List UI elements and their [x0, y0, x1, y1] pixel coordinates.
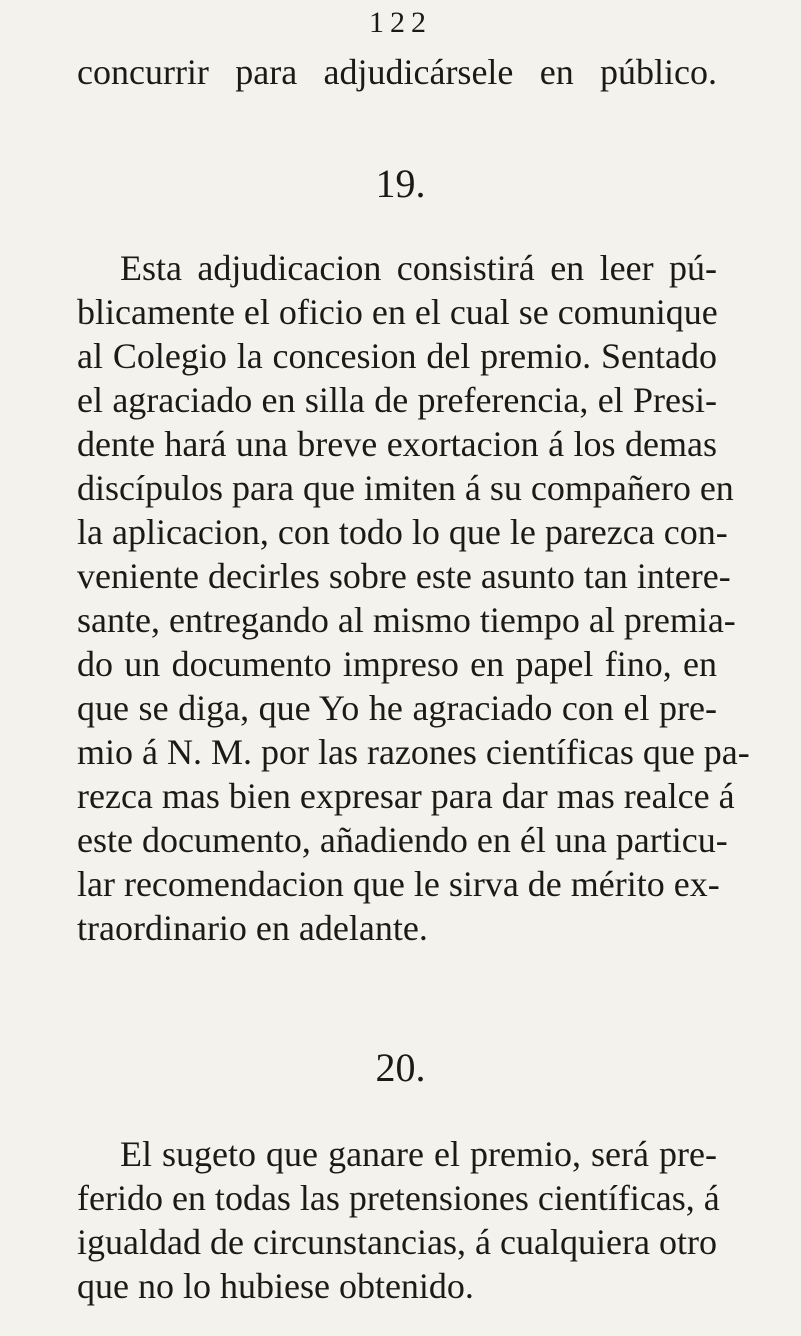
paragraph-line: dente hará una breve exortacion á los demas [77, 424, 717, 464]
paragraph-line: blicamente el oficio en el cual se comunique [77, 292, 718, 332]
paragraph-line: discípulos para que imiten á su compañero en [77, 468, 734, 508]
paragraph-line: que no lo hubiese obtenido. [77, 1266, 474, 1306]
paragraph-line: al Colegio la concesion del premio. Sentado [77, 336, 717, 376]
paragraph-line: rezca mas bien expresar para dar mas realce á [77, 776, 735, 816]
paragraph-line: Esta adjudicacion consistirá en leer pú- [120, 248, 717, 288]
page-number: 122 [369, 6, 432, 39]
paragraph-line: la aplicacion, con todo lo que le parezca con- [77, 512, 728, 552]
paragraph-line: El sugeto que ganare el premio, será pre- [120, 1134, 717, 1174]
section-number-20: 20. [375, 1045, 426, 1090]
section-number-19: 19. [375, 161, 426, 206]
paragraph-line: este documento, añadiendo en él una particu- [77, 820, 728, 860]
paragraph-line: igualdad de circunstancias, á cualquiera otro [77, 1222, 717, 1262]
paragraph-line: mio á N. M. por las razones científicas que pa- [77, 732, 750, 772]
paragraph-line: do un documento impreso en papel fino, en [77, 644, 717, 684]
paragraph-line: veniente decirles sobre este asunto tan intere- [77, 556, 731, 596]
paragraph-line: el agraciado en silla de preferencia, el Presi- [77, 380, 717, 420]
paragraph-line: que se diga, que Yo he agraciado con el pre- [77, 688, 717, 728]
paragraph-line: ferido en todas las pretensiones científicas, á [77, 1178, 720, 1218]
paragraph-line: traordinario en adelante. [77, 908, 428, 948]
intro-line: concurrir para adjudicársele en público. [77, 52, 717, 92]
paragraph-line: lar recomendacion que le sirva de mérito ex- [77, 864, 720, 904]
paragraph-line: sante, entregando al mismo tiempo al premia- [77, 600, 736, 640]
